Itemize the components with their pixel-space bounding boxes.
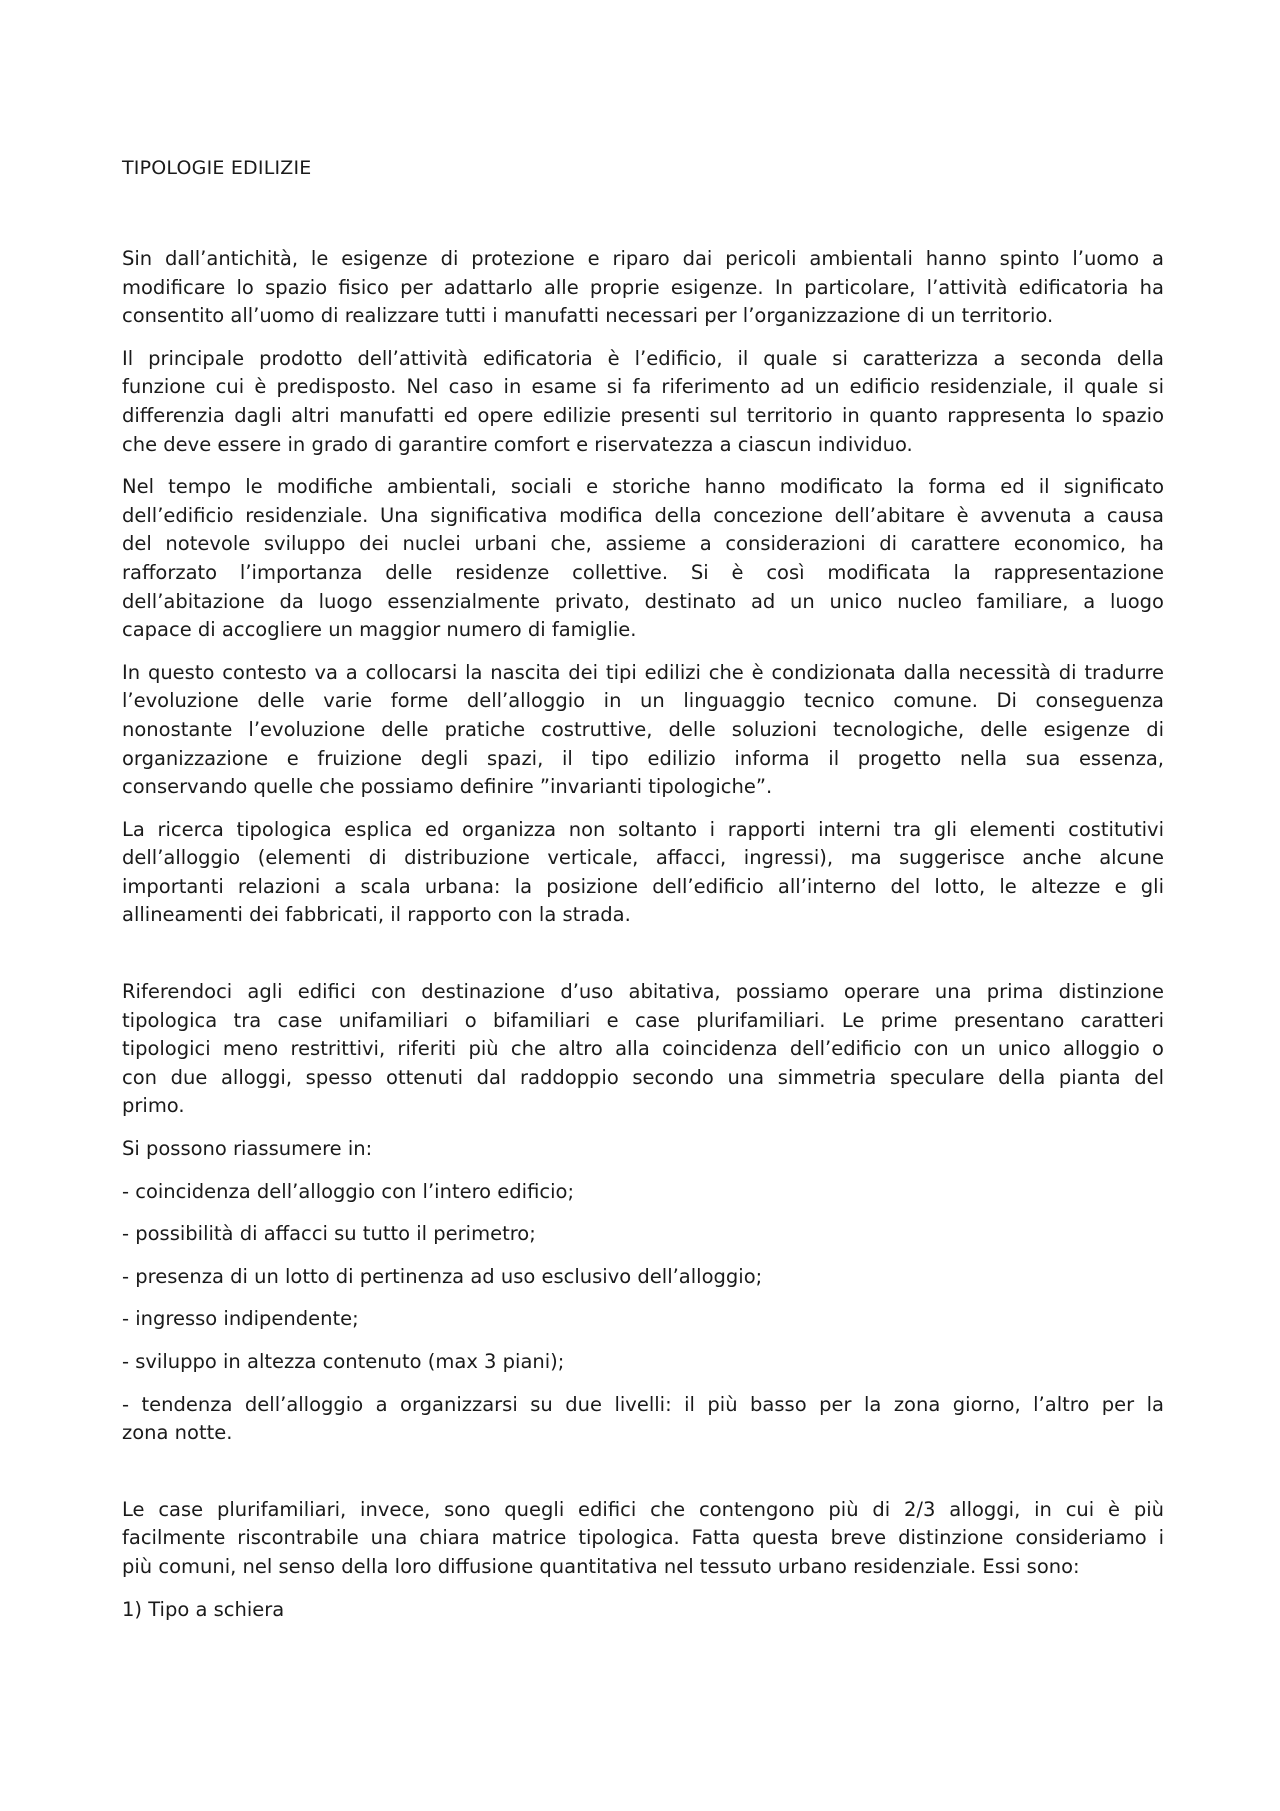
text-line: In questo contesto va a collocarsi la nascita dei tipi edilizi che è condizionata dalla necessità di tradurre <box>122 660 1164 684</box>
text-line: facilmente riscontrabile una chiara matrice tipologica. Fatta questa breve distinzione consideriamo i <box>122 1526 1164 1550</box>
text-line: tipologici meno restrittivi, riferiti più che altro alla coincidenza dell’edificio con un unico alloggio o <box>122 1037 1164 1061</box>
text-line: - presenza di un lotto di pertinenza ad uso esclusivo dell’alloggio; <box>122 1264 763 1288</box>
list-item <box>122 1348 1164 1377</box>
text-line: capace di accogliere un maggior numero di famiglie. <box>122 618 637 642</box>
text-line: che deve essere in grado di garantire comfort e riservatezza a ciascun individuo. <box>122 432 913 456</box>
text-line: - possibilità di affacci su tutto il perimetro; <box>122 1222 536 1246</box>
text-line: Sin dall’antichità, le esigenze di protezione e riparo dai pericoli ambientali hanno spinto l’uomo a <box>122 247 1164 270</box>
paragraph <box>122 816 1164 930</box>
text-line: - ingresso indipendente; <box>122 1307 359 1331</box>
text-line: zona notte. <box>122 1421 233 1445</box>
text-line: Nel tempo le modifiche ambientali, sociali e storiche hanno modificato la forma ed il significato <box>122 475 1164 499</box>
text-line: primo. <box>122 1094 185 1118</box>
text-line: organizzazione e fruizione degli spazi, il tipo edilizio informa il progetto nella sua essenza, <box>122 746 1164 770</box>
text-line: Riferendoci agli edifici con destinazione d’uso abitativa, possiamo operare una prima distinzione <box>122 980 1164 1004</box>
text-line: con due alloggi, spesso ottenuti dal raddoppio secondo una simmetria speculare della pianta del <box>122 1065 1164 1089</box>
list-item <box>122 1178 1164 1207</box>
text-line: Si possono riassumere in: <box>122 1137 373 1161</box>
paragraph <box>122 659 1164 802</box>
text-line: Le case plurifamiliari, invece, sono quegli edifici che contengono più di 2/3 alloggi, in cui è più <box>122 1497 1164 1521</box>
list-item <box>122 1263 1164 1292</box>
text-line: - coincidenza dell’alloggio con l’intero edificio; <box>122 1179 575 1203</box>
text-line: più comuni, nel senso della loro diffusione quantitativa nel tessuto urbano residenziale. Essi sono: <box>122 1554 1080 1578</box>
paragraph <box>122 978 1164 1121</box>
text-line: Il principale prodotto dell’attività edificatoria è l’edificio, il quale si caratterizza a seconda della <box>122 346 1164 370</box>
text-line: differenzia dagli altri manufatti ed opere edilizie presenti sul territorio in quanto rappresenta lo spazio <box>122 403 1164 427</box>
list-item <box>122 1305 1164 1334</box>
paragraph <box>122 1496 1164 1582</box>
text-line: importanti relazioni a scala urbana: la posizione dell’edificio all’interno del lotto, le altezze e gli <box>122 874 1164 898</box>
list-item <box>122 1220 1164 1249</box>
text-line: rafforzato l’importanza delle residenze collettive. Si è così modificata la rappresentazione <box>122 560 1164 584</box>
text-line: l’evoluzione delle varie forme dell’alloggio in un linguaggio tecnico comune. Di conseguenza <box>122 689 1164 713</box>
text-line: del notevole sviluppo dei nuclei urbani che, assieme a considerazioni di carattere economico, ha <box>122 532 1164 556</box>
text-line: modificare lo spazio fisico per adattarlo alle proprie esigenze. In particolare, l’attività edificatoria ha <box>122 275 1164 299</box>
text-line: - tendenza dell’alloggio a organizzarsi su due livelli: il più basso per la zona giorno, l’altro per la <box>122 1392 1164 1416</box>
paragraph <box>122 1596 1164 1625</box>
text-line: consentito all’uomo di realizzare tutti i manufatti necessari per l’organizzazione di un territorio. <box>122 304 1054 328</box>
text-line: allineamenti dei fabbricati, il rapporto con la strada. <box>122 903 631 927</box>
text-line: tipologica tra case unifamiliari o bifamiliari e case plurifamiliari. Le prime presentano caratteri <box>122 1008 1164 1032</box>
document-body <box>122 245 1164 1638</box>
paragraph <box>122 1135 1164 1164</box>
text-line: La ricerca tipologica esplica ed organizza non soltanto i rapporti interni tra gli elementi costitutivi <box>122 817 1164 841</box>
text-line: dell’edificio residenziale. Una significativa modifica della concezione dell’abitare è avvenuta a causa <box>122 503 1164 527</box>
list-item <box>122 1391 1164 1448</box>
text-line: dell’abitazione da luogo essenzialmente privato, destinato ad un unico nucleo familiare, a luogo <box>122 589 1164 613</box>
text-line: dell’alloggio (elementi di distribuzione verticale, affacci, ingressi), ma suggerisce anche alcune <box>122 846 1164 870</box>
text-line: conservando quelle che possiamo definire ”invarianti tipologiche”. <box>122 775 773 799</box>
text-line: - sviluppo in altezza contenuto (max 3 piani); <box>122 1350 565 1373</box>
paragraph <box>122 473 1164 645</box>
document-title: TIPOLOGIE EDILIZIE <box>122 157 312 179</box>
text-line: 1) Tipo a schiera <box>122 1597 285 1621</box>
text-line: nonostante l’evoluzione delle pratiche costruttive, delle soluzioni tecnologiche, delle esigenze di <box>122 717 1164 741</box>
paragraph <box>122 345 1164 459</box>
text-line: funzione cui è predisposto. Nel caso in esame si fa riferimento ad un edificio residenziale, il quale si <box>122 375 1164 399</box>
paragraph <box>122 245 1164 331</box>
